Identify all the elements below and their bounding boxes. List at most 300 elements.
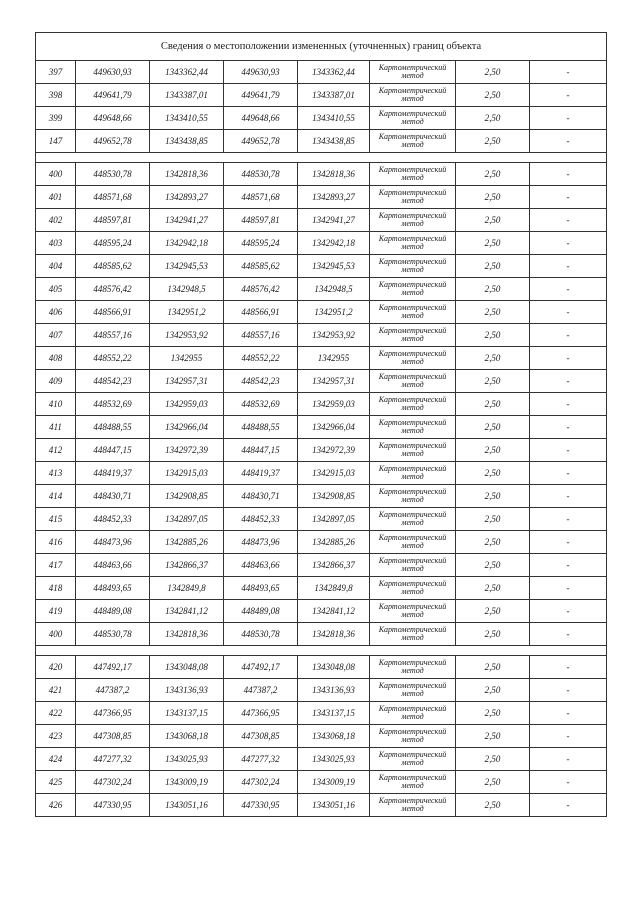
- y-old-cell: 1342885,26: [150, 531, 224, 554]
- y-old-cell: 1343362,44: [150, 61, 224, 84]
- accuracy-cell: 2,50: [456, 577, 530, 600]
- x-old-cell: 448597,81: [76, 209, 150, 232]
- description-cell: -: [530, 255, 607, 278]
- x-new-cell: 447330,95: [224, 794, 298, 817]
- table-row: [36, 347, 607, 370]
- accuracy-cell: 2,50: [456, 462, 530, 485]
- x-old-cell: 448530,78: [76, 623, 150, 646]
- table-title: Сведения о местоположении измененных (уточненных) границ объекта: [36, 33, 607, 61]
- accuracy-cell: 2,50: [456, 324, 530, 347]
- method-line: метод: [401, 712, 424, 721]
- table-row: [36, 600, 607, 623]
- method-line: метод: [401, 219, 424, 228]
- x-old-cell: 448566,91: [76, 301, 150, 324]
- y-old-cell: 1342849,8: [150, 577, 224, 600]
- method-line: Картометрический: [378, 62, 447, 72]
- method-cell: [370, 439, 456, 462]
- point-number-cell: 410: [36, 393, 76, 416]
- table-row: [36, 301, 607, 324]
- method-cell: [370, 485, 456, 508]
- method-line: метод: [401, 94, 424, 103]
- y-old-cell: 1342972,39: [150, 439, 224, 462]
- table-row: [36, 794, 607, 817]
- method-cell: [370, 232, 456, 255]
- x-new-cell: 448473,96: [224, 531, 298, 554]
- method-cell: [370, 255, 456, 278]
- y-new-cell: 1342942,18: [298, 232, 370, 255]
- description-cell: -: [530, 209, 607, 232]
- description-cell: -: [530, 485, 607, 508]
- x-new-cell: 447308,85: [224, 725, 298, 748]
- table-row: [36, 393, 607, 416]
- method-line: Картометрический: [378, 486, 447, 496]
- description-cell: -: [530, 61, 607, 84]
- method-line: метод: [401, 449, 424, 458]
- x-old-cell: 448493,65: [76, 577, 150, 600]
- y-old-cell: 1343025,93: [150, 748, 224, 771]
- y-new-cell: 1343137,15: [298, 702, 370, 725]
- method-line: Картометрический: [378, 726, 447, 736]
- method-line: метод: [401, 633, 424, 642]
- point-number-cell: 147: [36, 130, 76, 153]
- table-row: [36, 232, 607, 255]
- y-old-cell: 1342957,31: [150, 370, 224, 393]
- x-old-cell: 448530,78: [76, 163, 150, 186]
- point-number-cell: 407: [36, 324, 76, 347]
- description-cell: -: [530, 347, 607, 370]
- accuracy-cell: 2,50: [456, 702, 530, 725]
- y-old-cell: 1342966,04: [150, 416, 224, 439]
- method-line: Картометрический: [378, 680, 447, 690]
- point-number-cell: 422: [36, 702, 76, 725]
- y-new-cell: 1342897,05: [298, 508, 370, 531]
- x-new-cell: 448532,69: [224, 393, 298, 416]
- y-new-cell: 1342951,2: [298, 301, 370, 324]
- accuracy-cell: 2,50: [456, 278, 530, 301]
- method-line: Картометрический: [378, 463, 447, 473]
- point-number-cell: 425: [36, 771, 76, 794]
- method-cell: [370, 186, 456, 209]
- x-new-cell: 448571,68: [224, 186, 298, 209]
- x-new-cell: 447277,32: [224, 748, 298, 771]
- y-new-cell: 1343048,08: [298, 656, 370, 679]
- accuracy-cell: 2,50: [456, 232, 530, 255]
- method-cell: [370, 393, 456, 416]
- x-new-cell: 447366,95: [224, 702, 298, 725]
- accuracy-cell: 2,50: [456, 600, 530, 623]
- accuracy-cell: 2,50: [456, 209, 530, 232]
- document-page: [35, 32, 606, 817]
- description-cell: -: [530, 725, 607, 748]
- y-new-cell: 1342893,27: [298, 186, 370, 209]
- y-old-cell: 1343410,55: [150, 107, 224, 130]
- group-separator: [36, 646, 607, 656]
- x-old-cell: 448430,71: [76, 485, 150, 508]
- method-cell: [370, 416, 456, 439]
- point-number-cell: 398: [36, 84, 76, 107]
- method-line: Картометрический: [378, 348, 447, 358]
- y-new-cell: 1343025,93: [298, 748, 370, 771]
- point-number-cell: 400: [36, 623, 76, 646]
- point-number-cell: 420: [36, 656, 76, 679]
- description-cell: -: [530, 370, 607, 393]
- accuracy-cell: 2,50: [456, 130, 530, 153]
- description-cell: -: [530, 462, 607, 485]
- description-cell: -: [530, 163, 607, 186]
- table-row: [36, 370, 607, 393]
- method-cell: [370, 623, 456, 646]
- method-cell: [370, 725, 456, 748]
- x-new-cell: 448530,78: [224, 623, 298, 646]
- y-old-cell: 1342951,2: [150, 301, 224, 324]
- x-old-cell: 449630,93: [76, 61, 150, 84]
- description-cell: -: [530, 794, 607, 817]
- method-line: Картометрический: [378, 325, 447, 335]
- description-cell: -: [530, 771, 607, 794]
- point-number-cell: 400: [36, 163, 76, 186]
- method-line: Картометрический: [378, 371, 447, 381]
- y-old-cell: 1342818,36: [150, 623, 224, 646]
- x-new-cell: 448463,66: [224, 554, 298, 577]
- x-old-cell: 447308,85: [76, 725, 150, 748]
- x-old-cell: 447492,17: [76, 656, 150, 679]
- table-row: [36, 416, 607, 439]
- point-number-cell: 417: [36, 554, 76, 577]
- table-row: [36, 508, 607, 531]
- description-cell: -: [530, 393, 607, 416]
- method-cell: [370, 107, 456, 130]
- y-old-cell: 1343136,93: [150, 679, 224, 702]
- y-old-cell: 1342953,92: [150, 324, 224, 347]
- y-old-cell: 1343068,18: [150, 725, 224, 748]
- method-cell: [370, 577, 456, 600]
- method-line: метод: [401, 380, 424, 389]
- x-old-cell: 448473,96: [76, 531, 150, 554]
- method-cell: [370, 301, 456, 324]
- x-old-cell: 447330,95: [76, 794, 150, 817]
- table-row: [36, 554, 607, 577]
- point-number-cell: 401: [36, 186, 76, 209]
- point-number-cell: 413: [36, 462, 76, 485]
- separator-cell: [36, 646, 607, 656]
- y-old-cell: 1342818,36: [150, 163, 224, 186]
- x-old-cell: 448463,66: [76, 554, 150, 577]
- table-row: [36, 577, 607, 600]
- method-line: метод: [401, 472, 424, 481]
- x-old-cell: 447387,2: [76, 679, 150, 702]
- x-new-cell: 448585,62: [224, 255, 298, 278]
- table-row: [36, 771, 607, 794]
- y-new-cell: 1342818,36: [298, 163, 370, 186]
- group-separator: [36, 153, 607, 163]
- point-number-cell: 419: [36, 600, 76, 623]
- x-new-cell: 448447,15: [224, 439, 298, 462]
- x-new-cell: 447492,17: [224, 656, 298, 679]
- method-line: метод: [401, 735, 424, 744]
- accuracy-cell: 2,50: [456, 679, 530, 702]
- accuracy-cell: 2,50: [456, 84, 530, 107]
- y-new-cell: 1342866,37: [298, 554, 370, 577]
- y-old-cell: 1343048,08: [150, 656, 224, 679]
- point-number-cell: 404: [36, 255, 76, 278]
- description-cell: -: [530, 301, 607, 324]
- accuracy-cell: 2,50: [456, 347, 530, 370]
- accuracy-cell: 2,50: [456, 107, 530, 130]
- point-number-cell: 403: [36, 232, 76, 255]
- x-old-cell: 449652,78: [76, 130, 150, 153]
- y-new-cell: 1343068,18: [298, 725, 370, 748]
- x-new-cell: 449641,79: [224, 84, 298, 107]
- table-row: [36, 485, 607, 508]
- y-old-cell: 1342866,37: [150, 554, 224, 577]
- method-cell: [370, 771, 456, 794]
- x-new-cell: 448452,33: [224, 508, 298, 531]
- point-number-cell: 416: [36, 531, 76, 554]
- description-cell: -: [530, 232, 607, 255]
- accuracy-cell: 2,50: [456, 416, 530, 439]
- table-row: [36, 186, 607, 209]
- y-new-cell: 1342915,03: [298, 462, 370, 485]
- y-new-cell: 1342959,03: [298, 393, 370, 416]
- point-number-cell: 426: [36, 794, 76, 817]
- x-new-cell: 448566,91: [224, 301, 298, 324]
- x-new-cell: 448542,23: [224, 370, 298, 393]
- x-new-cell: 447387,2: [224, 679, 298, 702]
- table-row: [36, 748, 607, 771]
- x-old-cell: 448585,62: [76, 255, 150, 278]
- point-number-cell: 412: [36, 439, 76, 462]
- description-cell: -: [530, 531, 607, 554]
- y-new-cell: 1342966,04: [298, 416, 370, 439]
- x-old-cell: 447277,32: [76, 748, 150, 771]
- x-old-cell: 448552,22: [76, 347, 150, 370]
- method-line: метод: [401, 265, 424, 274]
- method-line: метод: [401, 334, 424, 343]
- method-line: метод: [401, 173, 424, 182]
- y-old-cell: 1343009,19: [150, 771, 224, 794]
- method-line: Картометрический: [378, 256, 447, 266]
- y-old-cell: 1342942,18: [150, 232, 224, 255]
- description-cell: -: [530, 324, 607, 347]
- point-number-cell: 411: [36, 416, 76, 439]
- method-line: метод: [401, 666, 424, 675]
- x-old-cell: 447302,24: [76, 771, 150, 794]
- description-cell: -: [530, 702, 607, 725]
- method-cell: [370, 163, 456, 186]
- method-line: метод: [401, 518, 424, 527]
- description-cell: -: [530, 600, 607, 623]
- point-number-cell: 408: [36, 347, 76, 370]
- y-new-cell: 1342972,39: [298, 439, 370, 462]
- accuracy-cell: 2,50: [456, 531, 530, 554]
- method-line: Картометрический: [378, 302, 447, 312]
- y-new-cell: 1342941,27: [298, 209, 370, 232]
- accuracy-cell: 2,50: [456, 485, 530, 508]
- x-new-cell: 448488,55: [224, 416, 298, 439]
- point-number-cell: 409: [36, 370, 76, 393]
- accuracy-cell: 2,50: [456, 163, 530, 186]
- method-line: Картометрический: [378, 703, 447, 713]
- y-new-cell: 1343438,85: [298, 130, 370, 153]
- x-old-cell: 448452,33: [76, 508, 150, 531]
- method-line: Картометрический: [378, 532, 447, 542]
- method-line: Картометрический: [378, 555, 447, 565]
- y-new-cell: 1342818,36: [298, 623, 370, 646]
- point-number-cell: 399: [36, 107, 76, 130]
- method-cell: [370, 370, 456, 393]
- method-cell: [370, 61, 456, 84]
- x-new-cell: 448576,42: [224, 278, 298, 301]
- method-line: Картометрический: [378, 601, 447, 611]
- point-number-cell: 423: [36, 725, 76, 748]
- table-row: [36, 725, 607, 748]
- table-row: [36, 130, 607, 153]
- method-cell: [370, 748, 456, 771]
- point-number-cell: 397: [36, 61, 76, 84]
- description-cell: -: [530, 748, 607, 771]
- table-row: [36, 623, 607, 646]
- point-number-cell: 418: [36, 577, 76, 600]
- accuracy-cell: 2,50: [456, 439, 530, 462]
- point-number-cell: 421: [36, 679, 76, 702]
- y-new-cell: 1343410,55: [298, 107, 370, 130]
- method-line: метод: [401, 587, 424, 596]
- method-line: метод: [401, 689, 424, 698]
- x-new-cell: 448419,37: [224, 462, 298, 485]
- y-new-cell: 1343136,93: [298, 679, 370, 702]
- x-new-cell: 449648,66: [224, 107, 298, 130]
- description-cell: -: [530, 439, 607, 462]
- method-cell: [370, 679, 456, 702]
- method-cell: [370, 794, 456, 817]
- x-new-cell: 448597,81: [224, 209, 298, 232]
- y-old-cell: 1342908,85: [150, 485, 224, 508]
- method-line: метод: [401, 288, 424, 297]
- boundary-table: [35, 32, 607, 817]
- method-line: Картометрический: [378, 108, 447, 118]
- table-row: [36, 531, 607, 554]
- x-new-cell: 448530,78: [224, 163, 298, 186]
- x-old-cell: 448489,08: [76, 600, 150, 623]
- method-line: метод: [401, 495, 424, 504]
- method-line: Картометрический: [378, 85, 447, 95]
- method-line: Картометрический: [378, 749, 447, 759]
- method-line: Картометрический: [378, 233, 447, 243]
- y-new-cell: 1343051,16: [298, 794, 370, 817]
- method-line: метод: [401, 541, 424, 550]
- method-line: метод: [401, 71, 424, 80]
- point-number-cell: 424: [36, 748, 76, 771]
- method-line: метод: [401, 311, 424, 320]
- y-new-cell: 1342885,26: [298, 531, 370, 554]
- table-row: [36, 439, 607, 462]
- accuracy-cell: 2,50: [456, 61, 530, 84]
- y-old-cell: 1342948,5: [150, 278, 224, 301]
- table-row: [36, 656, 607, 679]
- method-cell: [370, 656, 456, 679]
- method-line: Картометрический: [378, 578, 447, 588]
- point-number-cell: 406: [36, 301, 76, 324]
- y-old-cell: 1342941,27: [150, 209, 224, 232]
- method-line: Картометрический: [378, 210, 447, 220]
- method-cell: [370, 209, 456, 232]
- description-cell: -: [530, 278, 607, 301]
- method-cell: [370, 130, 456, 153]
- description-cell: -: [530, 130, 607, 153]
- y-old-cell: 1343137,15: [150, 702, 224, 725]
- separator-cell: [36, 153, 607, 163]
- method-line: Картометрический: [378, 657, 447, 667]
- method-line: Картометрический: [378, 164, 447, 174]
- accuracy-cell: 2,50: [456, 255, 530, 278]
- x-old-cell: 448447,15: [76, 439, 150, 462]
- method-line: Картометрический: [378, 394, 447, 404]
- x-new-cell: 448430,71: [224, 485, 298, 508]
- method-cell: [370, 347, 456, 370]
- x-new-cell: 448552,22: [224, 347, 298, 370]
- point-number-cell: 415: [36, 508, 76, 531]
- table-row: [36, 255, 607, 278]
- method-line: Картометрический: [378, 772, 447, 782]
- table-body: [36, 33, 607, 817]
- y-new-cell: 1342957,31: [298, 370, 370, 393]
- table-row: [36, 61, 607, 84]
- description-cell: -: [530, 107, 607, 130]
- y-old-cell: 1342893,27: [150, 186, 224, 209]
- method-cell: [370, 462, 456, 485]
- table-row: [36, 107, 607, 130]
- x-old-cell: 449641,79: [76, 84, 150, 107]
- x-old-cell: 448576,42: [76, 278, 150, 301]
- description-cell: -: [530, 416, 607, 439]
- description-cell: -: [530, 84, 607, 107]
- x-old-cell: 449648,66: [76, 107, 150, 130]
- method-line: метод: [401, 758, 424, 767]
- method-cell: [370, 324, 456, 347]
- method-cell: [370, 554, 456, 577]
- accuracy-cell: 2,50: [456, 794, 530, 817]
- accuracy-cell: 2,50: [456, 623, 530, 646]
- x-old-cell: 448557,16: [76, 324, 150, 347]
- description-cell: -: [530, 623, 607, 646]
- accuracy-cell: 2,50: [456, 508, 530, 531]
- title-row: [36, 33, 607, 61]
- y-new-cell: 1343362,44: [298, 61, 370, 84]
- x-new-cell: 449652,78: [224, 130, 298, 153]
- description-cell: -: [530, 554, 607, 577]
- method-line: метод: [401, 564, 424, 573]
- y-old-cell: 1342915,03: [150, 462, 224, 485]
- method-line: метод: [401, 140, 424, 149]
- accuracy-cell: 2,50: [456, 301, 530, 324]
- y-new-cell: 1342948,5: [298, 278, 370, 301]
- x-new-cell: 448595,24: [224, 232, 298, 255]
- point-number-cell: 405: [36, 278, 76, 301]
- method-line: метод: [401, 781, 424, 790]
- table-row: [36, 702, 607, 725]
- method-cell: [370, 600, 456, 623]
- method-cell: [370, 278, 456, 301]
- accuracy-cell: 2,50: [456, 554, 530, 577]
- method-line: метод: [401, 242, 424, 251]
- method-line: метод: [401, 196, 424, 205]
- method-cell: [370, 84, 456, 107]
- method-line: Картометрический: [378, 795, 447, 805]
- method-line: метод: [401, 117, 424, 126]
- method-line: Картометрический: [378, 131, 447, 141]
- y-new-cell: 1343009,19: [298, 771, 370, 794]
- table-row: [36, 679, 607, 702]
